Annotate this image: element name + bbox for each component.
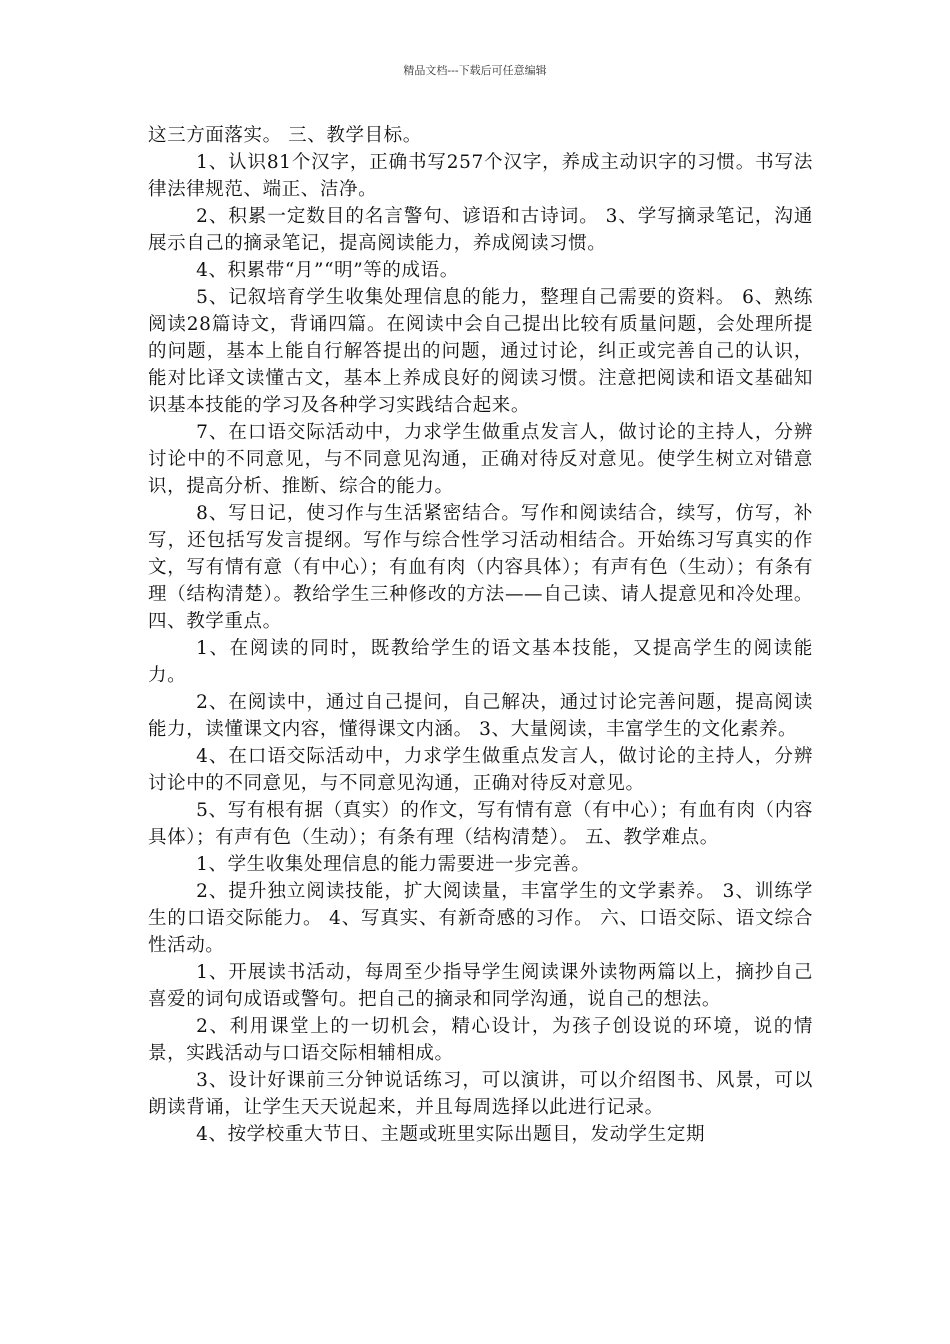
paragraph: 2、利用课堂上的一切机会，精心设计，为孩子创设说的环境，说的情景，实践活动与口语交际相辅相成。 [148,1016,813,1064]
paragraph: 1、认识81个汉字，正确书写257个汉字，养成主动识字的习惯。书写法律法律规范、端正、洁净。 [148,152,813,200]
paragraph: 3、设计好课前三分钟说话练习，可以演讲，可以介绍图书、风景，可以朗读背诵，让学生天天说起来，并且每周选择以此进行记录。 [148,1070,813,1118]
paragraph: 2、积累一定数目的名言警句、谚语和古诗词。 3、学写摘录笔记，沟通展示自己的摘录笔记，提高阅读能力，养成阅读习惯。 [148,206,813,254]
paragraph: 5、记叙培育学生收集处理信息的能力，整理自己需要的资料。 6、熟练阅读28篇诗文，背诵四篇。在阅读中会自己提出比较有质量问题，会处理所提的问题，基本上能自行解答提出的问题，通过讨论，纠正或完善自己的认识，能对比译文读懂古文，基本上养成良好的阅读习惯。注意把阅读和语文基础知识基本技能的学习及各种学习实践结合起来。 [148,287,813,416]
paragraph: 7、在口语交际活动中，力求学生做重点发言人，做讨论的主持人，分辨讨论中的不同意见，与不同意见沟通，正确对待反对意见。使学生树立对错意识，提高分析、推断、综合的能力。 [148,422,813,497]
paragraph: 8、写日记，使习作与生活紧密结合。写作和阅读结合，续写，仿写，补写，还包括写发言提纲。写作与综合性学习活动相结合。开始练习写真实的作文，写有情有意（有中心）；有血有肉（内容具体）；有声有色（生动）；有条有理（结构清楚）。教给学生三种修改的方法——自己读、请人提意见和冷处理。 四、教学重点。 [148,503,813,632]
page-header: 精品文档---下载后可任意编辑 [403,64,547,77]
paragraph: 1、开展读书活动，每周至少指导学生阅读课外读物两篇以上，摘抄自己喜爱的词句成语或警句。把自己的摘录和同学沟通，说自己的想法。 [148,962,813,1010]
paragraph: 4、在口语交际活动中，力求学生做重点发言人，做讨论的主持人，分辨讨论中的不同意见，与不同意见沟通，正确对待反对意见。 [148,746,813,794]
paragraph: 这三方面落实。 三、教学目标。 [148,125,422,146]
paragraph: 5、写有根有据（真实）的作文，写有情有意（有中心）；有血有肉（内容具体）；有声有色（生动）；有条有理（结构清楚）。 五、教学难点。 [148,800,813,848]
paragraph: 1、在阅读的同时，既教给学生的语文基本技能，又提高学生的阅读能力。 [148,638,813,686]
paragraph: 2、提升独立阅读技能，扩大阅读量，丰富学生的文学素养。 3、训练学生的口语交际能力。 4、写真实、有新奇感的习作。 六、口语交际、语文综合性活动。 [148,881,813,956]
paragraph: 2、在阅读中，通过自己提问，自己解决，通过讨论完善问题，提高阅读能力，读懂课文内容，懂得课文内涵。 3、大量阅读，丰富学生的文化素养。 [148,692,813,740]
paragraph: 4、积累带“月”“明”等的成语。 [196,260,459,281]
paragraph: 4、按学校重大节日、主题或班里实际出题目，发动学生定期 [196,1124,706,1145]
paragraph: 1、学生收集处理信息的能力需要进一步完善。 [196,854,591,875]
document-body [148,122,813,1148]
